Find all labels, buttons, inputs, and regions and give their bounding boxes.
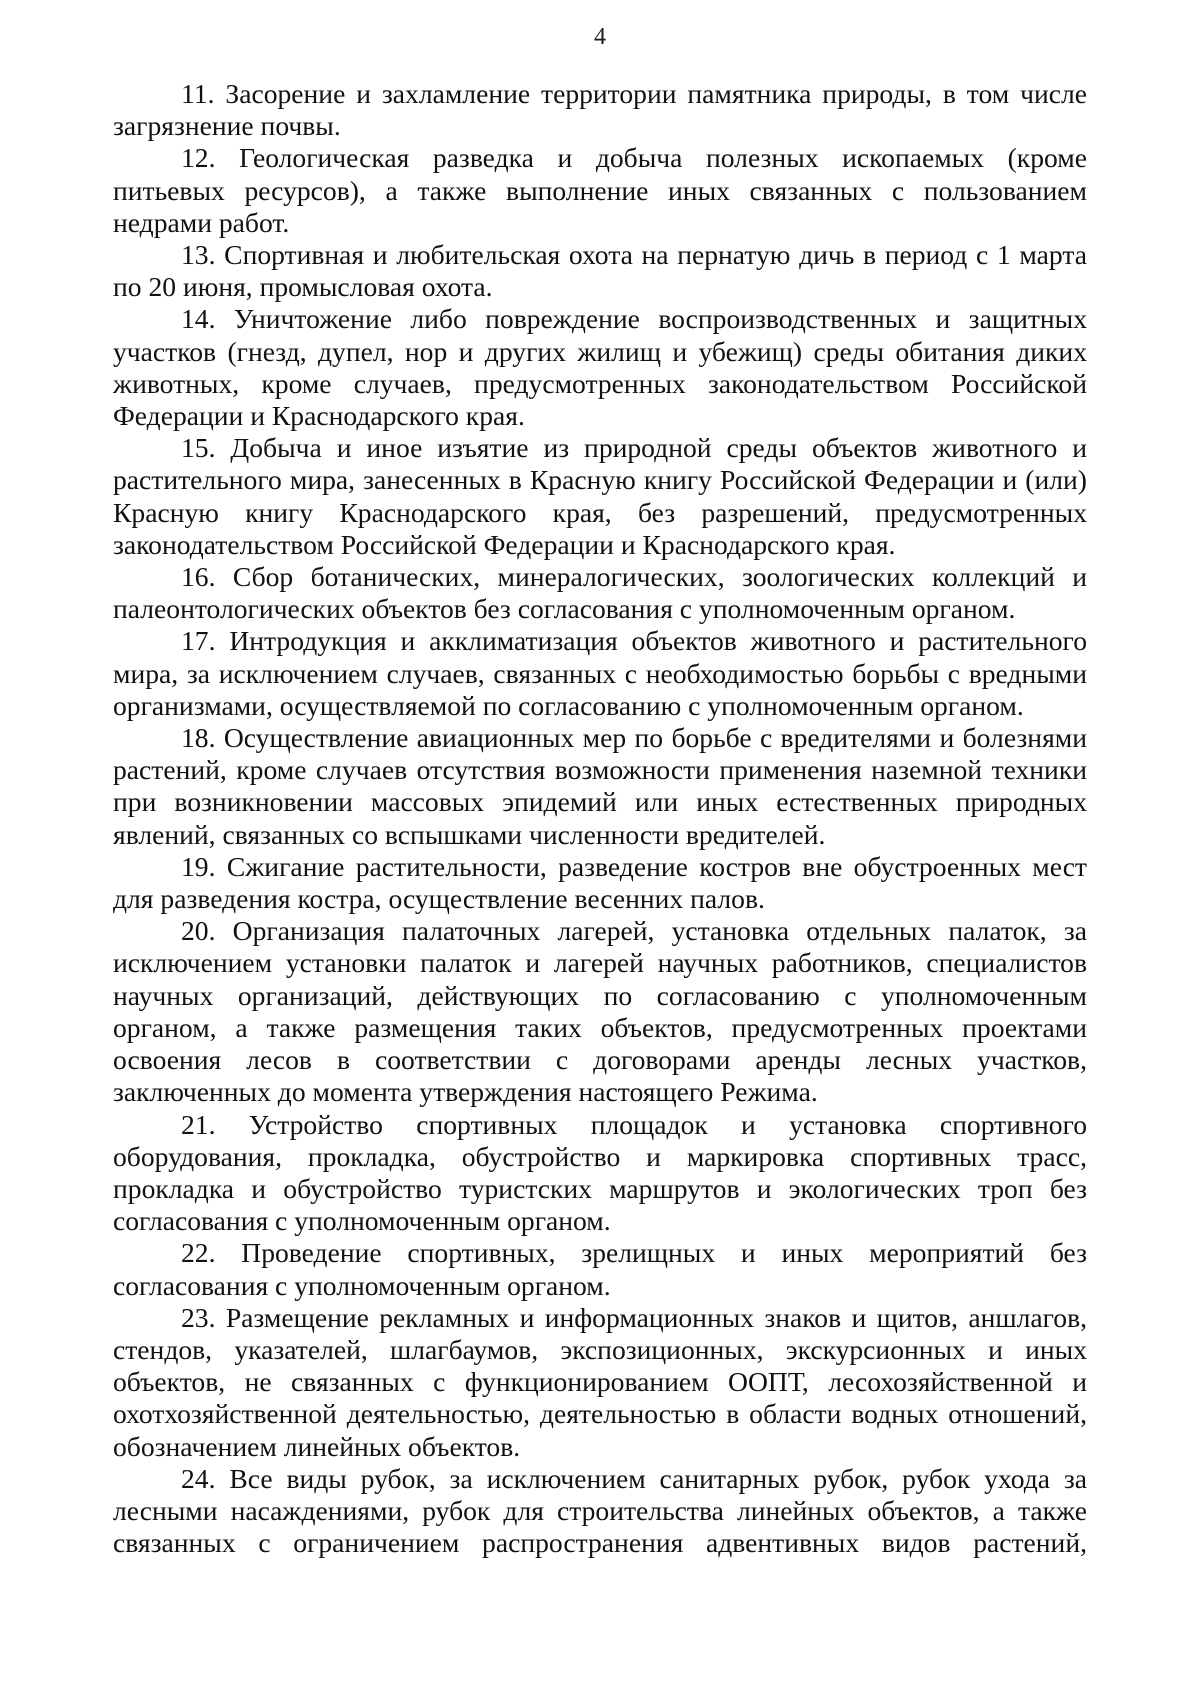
list-item-18: 18. Осуществление авиационных мер по борьбе с вредителями и болезнями растений, кроме случаев отсутствия возможности применения наземной техники при возникновении массовых эпидемий или иных естественных природных явлений, связанных со вспышками численности вредителей. (113, 722, 1087, 850)
list-item-20: 20. Организация палаточных лагерей, установка отдельных палаток, за исключением установки палаток и лагерей научных работников, специалистов научных организаций, действующих по согласованию с уполномоченным органом, а также размещения таких объектов, предусмотренных проектами освоения лесов в соответствии с договорами аренды лесных участков, заключенных до момента утверждения настоящего Режима. (113, 915, 1087, 1108)
list-item-11: 11. Засорение и захламление территории памятника природы, в том числе загрязнение почвы. (113, 78, 1087, 142)
list-item-24: 24. Все виды рубок, за исключением санитарных рубок, рубок ухода за лесными насаждениями, рубок для строительства линейных объектов, а также связанных с ограничением распространения адвентивных видов растений, (113, 1462, 1087, 1559)
list-item-17: 17. Интродукция и акклиматизация объектов животного и растительного мира, за исключением случаев, связанных с необходимостью борьбы с вредными организмами, осуществляемой по согласованию с уполномоченным органом. (113, 625, 1087, 721)
prohibitions-list (113, 78, 1087, 1559)
list-item-15: 15. Добыча и иное изъятие из природной среды объектов животного и растительного мира, занесенных в Красную книгу Российской Федерации и (или) Красную книгу Краснодарского края, без разрешений, предусмотренных законодательством Российской Федерации и Краснодарского края. (113, 432, 1087, 560)
list-item-14: 14. Уничтожение либо повреждение воспроизводственных и защитных участков (гнезд, дупел, нор и других жилищ и убежищ) среды обитания диких животных, кроме случаев, предусмотренных законодательством Российской Федерации и Краснодарского края. (113, 303, 1087, 432)
list-item-22: 22. Проведение спортивных, зрелищных и иных мероприятий без согласования с уполномоченным органом. (113, 1237, 1087, 1301)
page-number: 4 (594, 24, 606, 50)
list-item-21: 21. Устройство спортивных площадок и установка спортивного оборудования, прокладка, обустройство и маркировка спортивных трасс, прокладка и обустройство туристских маршрутов и экологических троп без согласования с уполномоченным органом. (113, 1108, 1087, 1237)
list-item-23: 23. Размещение рекламных и информационных знаков и щитов, аншлагов, стендов, указателей, шлагбаумов, экспозиционных, экскурсионных и иных объектов, не связанных с функционированием ООПТ, лесохозяйственной и охотхозяйственной деятельностью, деятельностью в области водных отношений, обозначением линейных объектов. (113, 1301, 1087, 1462)
list-item-13: 13. Спортивная и любительская охота на пернатую дичь в период с 1 марта по 20 июня, промысловая охота. (113, 239, 1087, 303)
list-item-19: 19. Сжигание растительности, разведение костров вне обустроенных мест для разведения костра, осуществление весенних палов. (113, 850, 1087, 915)
list-item-12: 12. Геологическая разведка и добыча полезных ископаемых (кроме питьевых ресурсов), а также выполнение иных связанных с пользованием недрами работ. (113, 142, 1087, 238)
list-item-16: 16. Сбор ботанических, минералогических, зоологических коллекций и палеонтологических объектов без согласования с уполномоченным органом. (113, 561, 1087, 625)
